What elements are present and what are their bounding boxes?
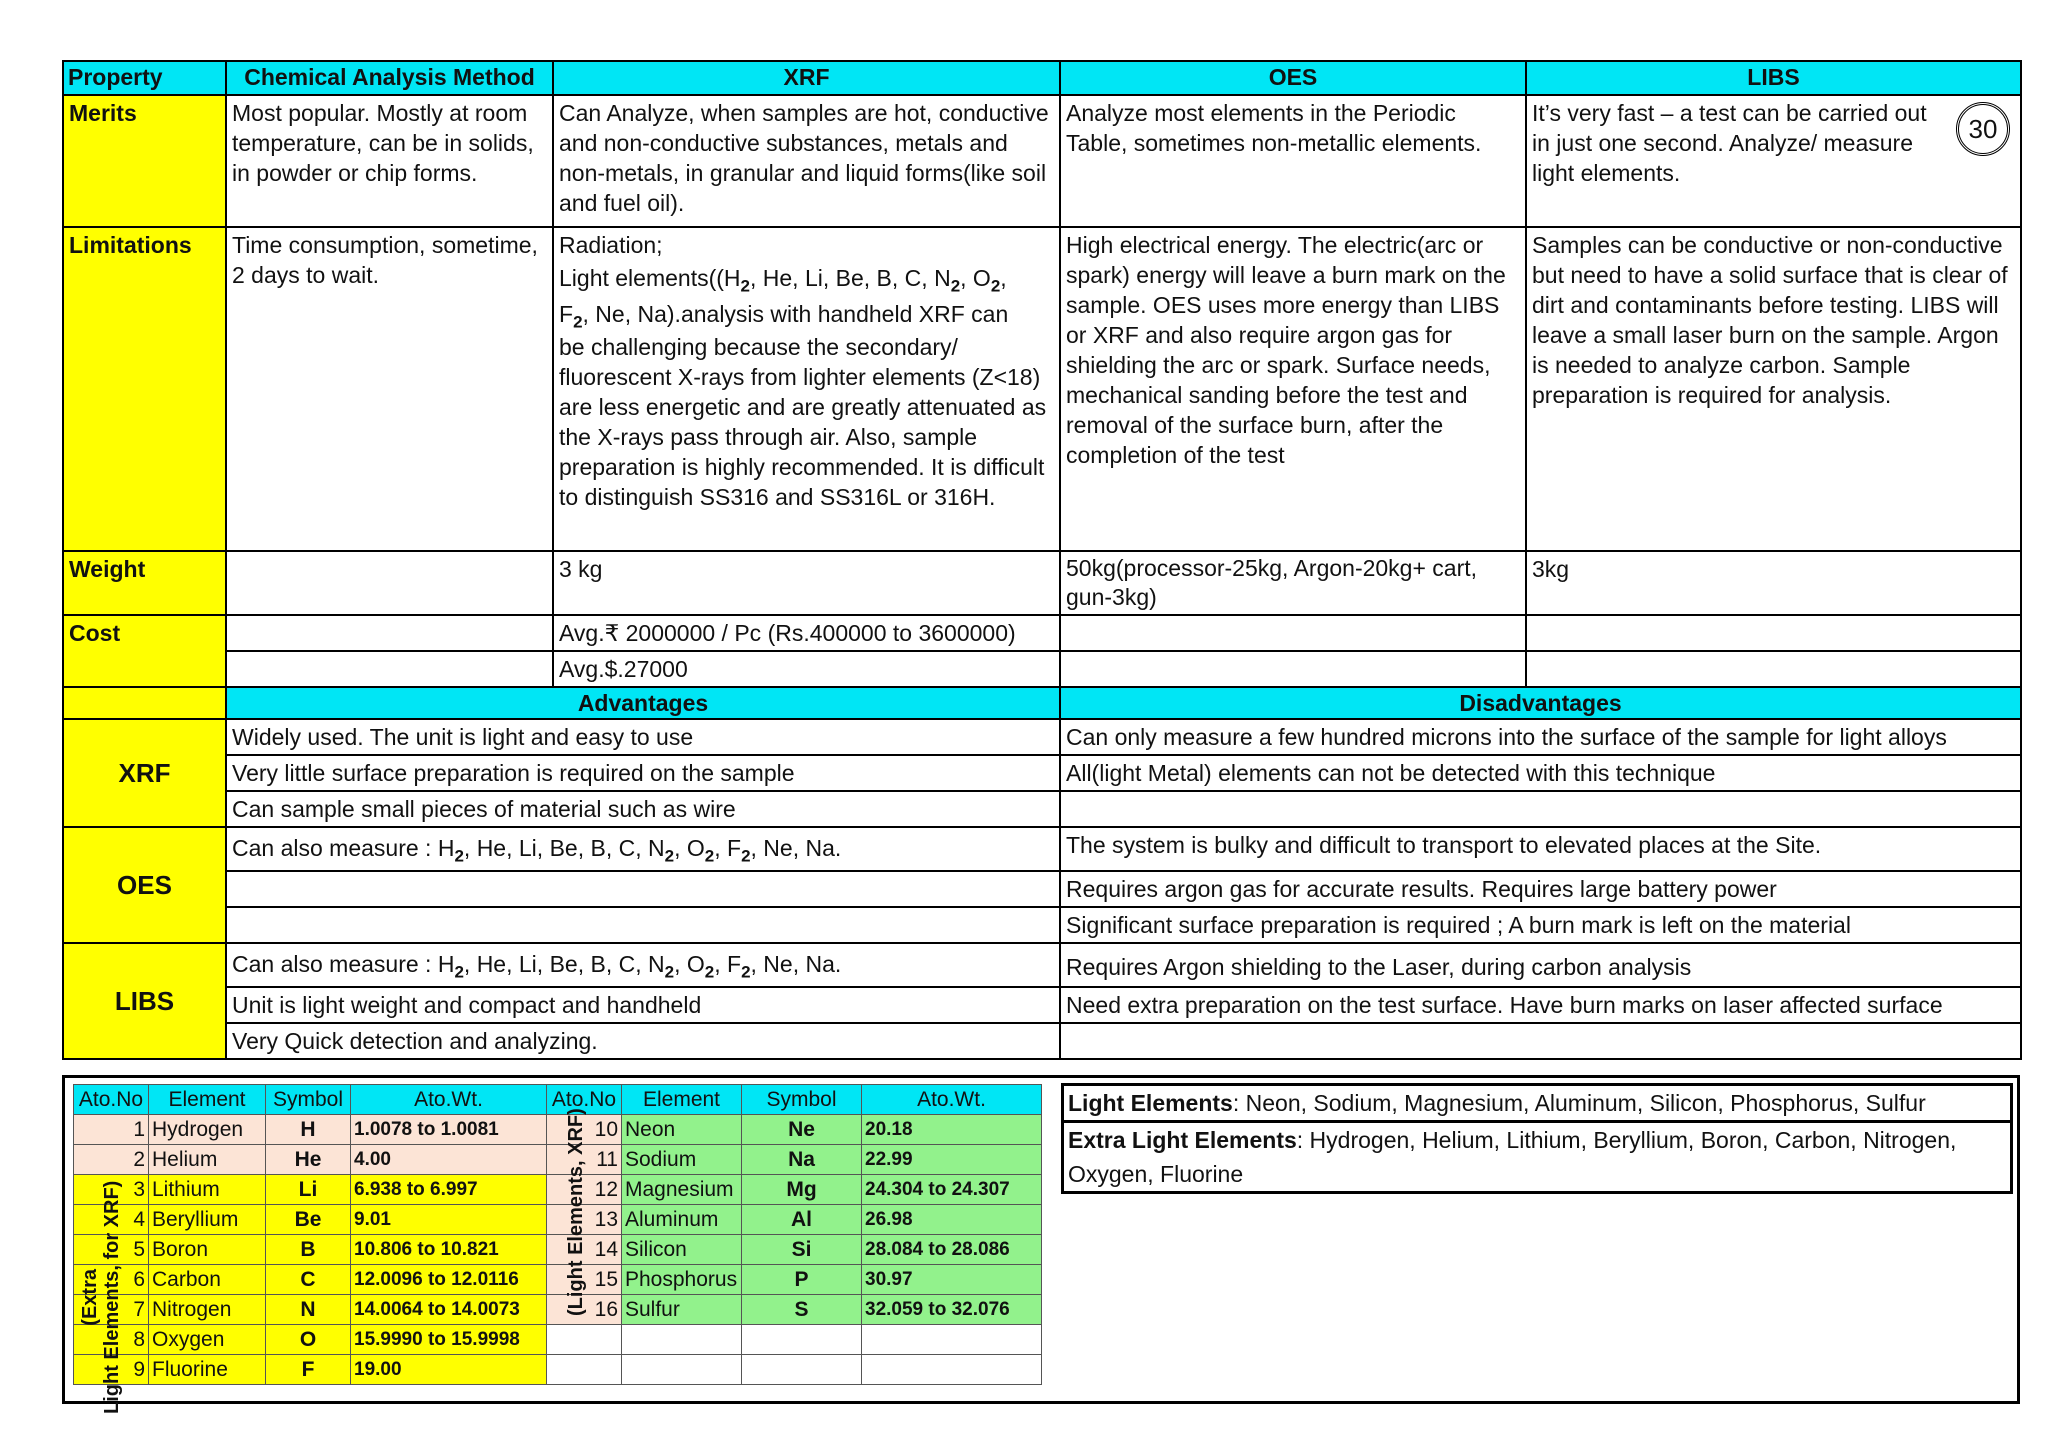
weight-chem — [226, 551, 553, 615]
element-symbol: P — [742, 1265, 862, 1295]
element-number: 9 — [74, 1355, 149, 1385]
element-row — [74, 1235, 1042, 1265]
element-weight: 19.00 — [351, 1355, 547, 1385]
header-ato-no-right: Ato.No — [547, 1085, 622, 1115]
element-name: Carbon — [149, 1265, 266, 1295]
merits-chem: Most popular. Mostly at room temperature, can be in solids, in powder or chip forms. — [226, 95, 553, 227]
oes-adv-1: Can also measure : $H_2$, He, Li, Be, B, C, $N_2$, $O_2$, $F_2$, Ne, Na. — [226, 827, 1060, 871]
header-xrf: XRF — [553, 61, 1060, 95]
cost-libs-2 — [1526, 651, 2021, 687]
libs-adv-2: Unit is light weight and compact and handheld — [226, 987, 1060, 1023]
element-name: Magnesium — [622, 1175, 742, 1205]
advantages-header: Advantages — [226, 687, 1060, 719]
element-name: Beryllium — [149, 1205, 266, 1235]
section-label-oes: OES — [63, 827, 226, 943]
merits-libs-cell — [1526, 95, 2021, 227]
row-label-cost: Cost — [63, 615, 226, 687]
xrf-adv-3: Can sample small pieces of material such as wire — [226, 791, 1060, 827]
xrf-dis-1: Can only measure a few hundred microns into the surface of the sample for light alloys — [1060, 719, 2021, 755]
element-symbol: Mg — [742, 1175, 862, 1205]
oes-dis-1: The system is bulky and difficult to transport to elevated places at the Site. — [1060, 827, 2021, 871]
cost-oes-2 — [1060, 651, 1526, 687]
limitations-xrf-light1: Light $elements((H_2$, He, Li, Be, B, C, $N_2$, $O_2$, — [559, 265, 1007, 296]
element-table-body — [74, 1115, 1042, 1385]
element-symbol: C — [266, 1265, 351, 1295]
cost-xrf-inr: Avg.₹ 2000000 / Pc (Rs.400000 to 3600000) — [553, 615, 1060, 651]
merits-libs: It’s very fast – a test can be carried out in just one second. Analyze/ measure light elements. — [1532, 100, 1927, 186]
element-symbol: Al — [742, 1205, 862, 1235]
comparison-table — [62, 60, 2022, 688]
merits-xrf: Can Analyze, when samples are hot, conductive and non-conductive substances, metals and non-metals, in granular and liquid forms(like soil and fuel oil). — [553, 95, 1060, 227]
element-number: 8 — [74, 1325, 149, 1355]
libs-dis-2: Need extra preparation on the test surface. Have burn marks on laser affected surface — [1060, 987, 2021, 1023]
element-symbol: Si — [742, 1235, 862, 1265]
element-name: Helium — [149, 1145, 266, 1175]
right-group-label: (Light Elements, XRF) — [565, 1108, 587, 1316]
xrf-adv-1: Widely used. The unit is light and easy to use — [226, 719, 1060, 755]
element-table — [73, 1084, 1042, 1385]
element-weight — [862, 1355, 1042, 1385]
element-number: 4 — [74, 1205, 149, 1235]
libs-dis-1: Requires Argon shielding to the Laser, during carbon analysis — [1060, 943, 2021, 987]
row-label-merits: Merits — [63, 95, 226, 227]
element-weight: 30.97 — [862, 1265, 1042, 1295]
header-element-right: Element — [622, 1085, 742, 1115]
element-symbol: O — [266, 1325, 351, 1355]
element-number: 7 — [74, 1295, 149, 1325]
left-group-label: (Extra Light Elements, for XRF) — [79, 1180, 123, 1414]
element-weight: 10.806 to 10.821 — [351, 1235, 547, 1265]
element-weight: 9.01 — [351, 1205, 547, 1235]
element-row — [74, 1115, 1042, 1145]
element-name: Sodium — [622, 1145, 742, 1175]
oes-dis-3: Significant surface preparation is required ; A burn mark is left on the material — [1060, 907, 2021, 943]
oes-dis-2: Requires argon gas for accurate results. Requires large battery power — [1060, 871, 2021, 907]
element-symbol — [742, 1355, 862, 1385]
element-row — [74, 1175, 1042, 1205]
element-row — [74, 1265, 1042, 1295]
oes-adv-3 — [226, 907, 1060, 943]
header-oes: OES — [1060, 61, 1526, 95]
header-property: Property — [63, 61, 226, 95]
element-number: 11 — [547, 1145, 622, 1175]
element-name: Oxygen — [149, 1325, 266, 1355]
element-weight: 20.18 — [862, 1115, 1042, 1145]
element-number — [547, 1325, 622, 1355]
element-weight: 14.0064 to 14.0073 — [351, 1295, 547, 1325]
element-weight: 28.084 to 28.086 — [862, 1235, 1042, 1265]
header-ato-wt-right: Ato.Wt. — [862, 1085, 1042, 1115]
element-weight: 15.9990 to 15.9998 — [351, 1325, 547, 1355]
xrf-adv-2: Very little surface preparation is required on the sample — [226, 755, 1060, 791]
element-weight: 4.00 — [351, 1145, 547, 1175]
element-symbol: Be — [266, 1205, 351, 1235]
element-name: Neon — [622, 1115, 742, 1145]
element-name: Phosphorus — [622, 1265, 742, 1295]
libs-dis-3 — [1060, 1023, 2021, 1059]
header-ato-wt-left: Ato.Wt. — [351, 1085, 547, 1115]
disadvantages-header: Disadvantages — [1060, 687, 2021, 719]
element-weight: 6.938 to 6.997 — [351, 1175, 547, 1205]
element-weight: 32.059 to 32.076 — [862, 1295, 1042, 1325]
limitations-xrf-rest: be challenging because the secondary/ fluorescent X-rays from lighter elements (Z<18) are less energetic and are greatly attenuated as the X-rays pass through air. Also, sample preparation is highly recommended. It is difficult to distinguish SS316 and SS316L or 316H. — [559, 334, 1047, 510]
element-symbol: Ne — [742, 1115, 862, 1145]
element-name: Sulfur — [622, 1295, 742, 1325]
element-number: 10 — [547, 1115, 622, 1145]
element-weight: 26.98 — [862, 1205, 1042, 1235]
element-weight: 24.304 to 24.307 — [862, 1175, 1042, 1205]
xrf-dis-2: All(light Metal) elements can not be detected with this technique — [1060, 755, 2021, 791]
element-weight: 12.0096 to 12.0116 — [351, 1265, 547, 1295]
element-number: 16 — [547, 1295, 622, 1325]
cost-chem-2 — [226, 651, 553, 687]
section-label-xrf: XRF — [63, 719, 226, 827]
row-label-weight: Weight — [63, 551, 226, 615]
comparison-sheet — [62, 60, 2020, 1060]
weight-xrf: 3 kg — [553, 551, 1060, 615]
light-elements-line: Light Elements: Neon, Sodium, Magnesium, Aluminum, Silicon, Phosphorus, Sulfur — [1064, 1086, 2010, 1123]
element-symbol: F — [266, 1355, 351, 1385]
limitations-libs: Samples can be conductive or non-conductive but need to have a solid surface that is clear of dirt and contaminants before testing. LIBS will leave a small laser burn on the sample. Argon is needed to analyze carbon. Sample preparation is required for analysis. — [1526, 227, 2021, 551]
header-ato-no-left: Ato.No — [74, 1085, 149, 1115]
limitations-xrf-light2: $F_2$, Ne, Na).analysis with handheld XRF can — [559, 301, 1009, 332]
element-number: 13 — [547, 1205, 622, 1235]
header-element-left: Element — [149, 1085, 266, 1115]
cost-oes-1 — [1060, 615, 1526, 651]
element-row — [74, 1205, 1042, 1235]
element-name: Silicon — [622, 1235, 742, 1265]
merits-oes: Analyze most elements in the Periodic Table, sometimes non-metallic elements. — [1060, 95, 1526, 227]
limitations-oes: High electrical energy. The electric(arc or spark) energy will leave a burn mark on the sample. OES uses more energy than LIBS or XRF and also require argon gas for shielding the arc or spark. Surface needs, mechanical sanding before the test and removal of the surface burn, after the completion of the test — [1060, 227, 1526, 551]
element-number — [547, 1355, 622, 1385]
weight-oes: 50kg(processor-25kg, Argon-20kg+ cart, gun-3kg) — [1060, 551, 1526, 615]
header-chemical: Chemical Analysis Method — [226, 61, 553, 95]
element-symbol — [742, 1325, 862, 1355]
element-name: Lithium — [149, 1175, 266, 1205]
libs-adv-1: Can also measure : $H_2$, He, Li, Be, B, C, $N_2$, $O_2$, $F_2$, Ne, Na. — [226, 943, 1060, 987]
element-row — [74, 1295, 1042, 1325]
section-label-libs: LIBS — [63, 943, 226, 1059]
element-table-header — [74, 1085, 1042, 1115]
element-table-wrap — [73, 1084, 1041, 1414]
adv-header-spacer — [63, 687, 226, 719]
header-symbol-left: Symbol — [266, 1085, 351, 1115]
element-symbol: S — [742, 1295, 862, 1325]
element-symbol: H — [266, 1115, 351, 1145]
limitations-xrf-radiation: Radiation; — [559, 232, 663, 258]
row-label-limitations: Limitations — [63, 227, 226, 551]
limitations-chem: Time consumption, sometime, 2 days to wait. — [226, 227, 553, 551]
weight-libs: 3kg — [1526, 551, 2021, 615]
adv-dis-table — [62, 686, 2022, 1060]
limitations-xrf — [553, 227, 1060, 551]
element-weight: 22.99 — [862, 1145, 1042, 1175]
element-row — [74, 1145, 1042, 1175]
element-number: 5 — [74, 1235, 149, 1265]
light-elements-box — [1061, 1083, 2013, 1194]
element-row — [74, 1325, 1042, 1355]
element-name: Boron — [149, 1235, 266, 1265]
element-name — [622, 1355, 742, 1385]
element-number: 14 — [547, 1235, 622, 1265]
page-number-badge: 30 — [1956, 102, 2010, 156]
element-symbol: Na — [742, 1145, 862, 1175]
element-row — [74, 1355, 1042, 1385]
element-symbol: Li — [266, 1175, 351, 1205]
element-number: 1 — [74, 1115, 149, 1145]
element-number: 15 — [547, 1265, 622, 1295]
elements-section — [62, 1075, 2020, 1414]
element-number: 12 — [547, 1175, 622, 1205]
xrf-dis-3 — [1060, 791, 2021, 827]
cost-chem-1 — [226, 615, 553, 651]
element-symbol: He — [266, 1145, 351, 1175]
header-libs: LIBS — [1526, 61, 2021, 95]
element-weight — [862, 1325, 1042, 1355]
header-symbol-right: Symbol — [742, 1085, 862, 1115]
element-name: Hydrogen — [149, 1115, 266, 1145]
element-name — [622, 1325, 742, 1355]
element-number: 3 — [74, 1175, 149, 1205]
libs-adv-3: Very Quick detection and analyzing. — [226, 1023, 1060, 1059]
extra-light-elements-line: Extra Light Elements: Hydrogen, Helium, Lithium, Beryllium, Boron, Carbon, Nitrogen, Oxygen, Fluorine — [1068, 1127, 1957, 1187]
element-number: 2 — [74, 1145, 149, 1175]
cost-xrf-usd: Avg.$.27000 — [553, 651, 1060, 687]
element-name: Aluminum — [622, 1205, 742, 1235]
element-number: 6 — [74, 1265, 149, 1295]
element-name: Nitrogen — [149, 1295, 266, 1325]
element-name: Fluorine — [149, 1355, 266, 1385]
element-symbol: N — [266, 1295, 351, 1325]
oes-adv-2 — [226, 871, 1060, 907]
element-weight: 1.0078 to 1.0081 — [351, 1115, 547, 1145]
cost-libs-1 — [1526, 615, 2021, 651]
element-symbol: B — [266, 1235, 351, 1265]
